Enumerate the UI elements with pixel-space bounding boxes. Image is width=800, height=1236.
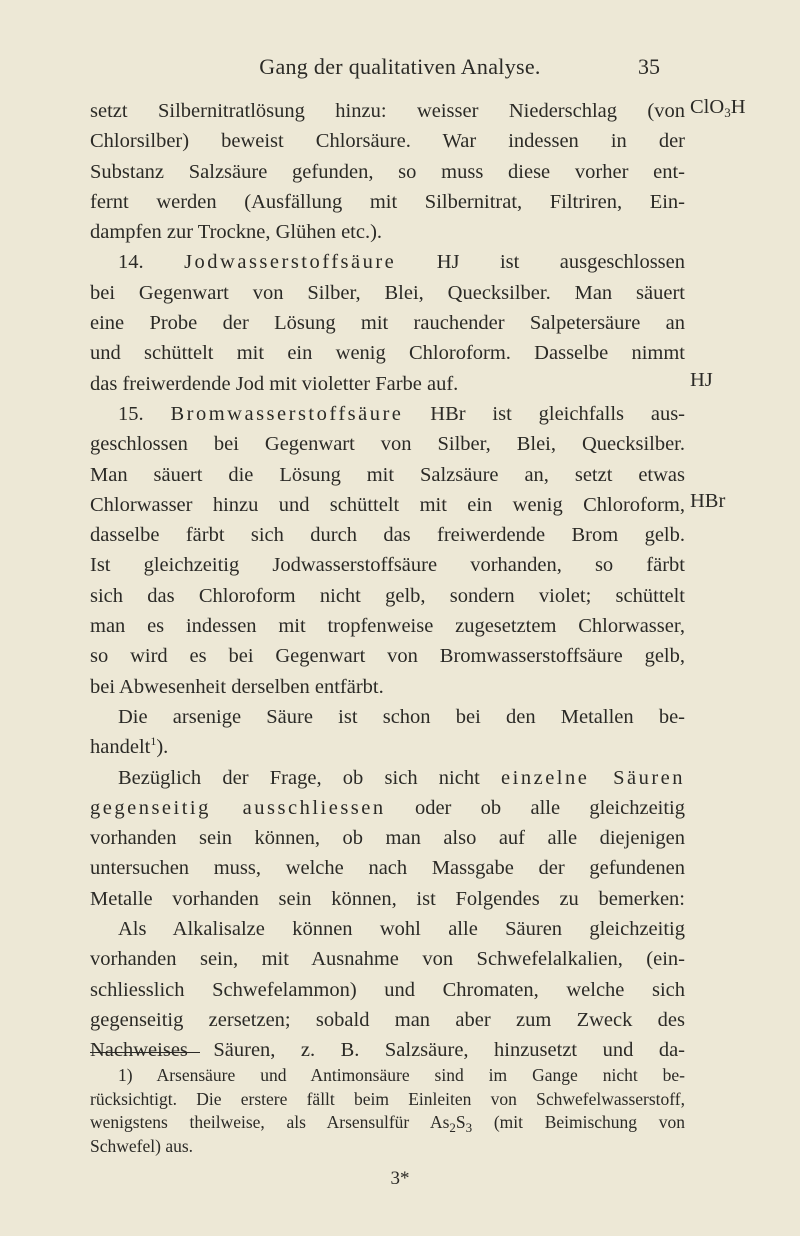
text-line: Substanz Salzsäure gefunden, so muss diese vorher ent- bbox=[90, 160, 685, 183]
footnote-marker: 1 bbox=[150, 734, 157, 749]
footnote-line: wenigstens theilweise, als Arsensulfür $As_2S_3$ (mit Beimischung von bbox=[90, 1112, 685, 1135]
text-line: Bezüglich der Frage, ob sich nicht einzelne Säuren bbox=[118, 766, 685, 789]
margin-note-clo3h: ClO$_3$H bbox=[690, 96, 746, 120]
text-line: Die arsenige Säure ist schon bei den Metallen be- bbox=[118, 705, 685, 728]
text-line: das freiwerdende Jod mit violetter Farbe auf. bbox=[90, 372, 459, 395]
text-line: man es indessen mit tropfenweise zugesetztem Chlorwasser, bbox=[90, 615, 685, 638]
text-line: handelt$^1$). bbox=[90, 734, 169, 759]
term-bromwasserstoffsaeure: Bromwasserstoffsäure bbox=[170, 402, 404, 425]
text-line: gegenseitig zersetzen; sobald man aber zum Zweck des bbox=[90, 1008, 685, 1031]
text-line: so wird es bei Gegenwart von Bromwasserstoffsäure gelb, bbox=[90, 645, 685, 668]
text-line: Chlorwasser hinzu und schüttelt mit ein wenig Chloroform, bbox=[90, 493, 685, 516]
text-line: fernt werden (Ausfällung mit Silbernitrat, Filtriren, Ein- bbox=[90, 190, 685, 213]
text-line: Metalle vorhanden sein können, ist Folgendes zu bemerken: bbox=[90, 887, 685, 910]
body-text bbox=[90, 96, 685, 1066]
margin-note-hbr: HBr bbox=[690, 489, 726, 512]
text-line: bei Abwesenheit derselben entfärbt. bbox=[90, 675, 384, 698]
running-title: Gang der qualitativen Analyse. bbox=[259, 54, 541, 79]
text-line: Als Alkalisalze können wohl alle Säuren gleichzeitig bbox=[118, 918, 685, 941]
text-line: schliesslich Schwefelammon) und Chromaten, welche sich bbox=[90, 978, 685, 1001]
text-line: vorhanden sein können, ob man also auf alle diejenigen bbox=[90, 827, 685, 850]
text-line: setzt Silbernitratlösung hinzu: weisser Niederschlag (von bbox=[90, 100, 685, 122]
text-line: Chlorsilber) beweist Chlorsäure. War indessen in der bbox=[90, 130, 685, 153]
footnote bbox=[90, 1064, 685, 1158]
text-line: gegenseitig ausschliessen oder ob alle gleichzeitig bbox=[90, 796, 686, 819]
text-line: geschlossen bei Gegenwart von Silber, Blei, Quecksilber. bbox=[90, 433, 685, 456]
text-line: Nachweises Säuren, z. B. Salzsäure, hinzusetzt und da- bbox=[90, 1039, 685, 1062]
text-line: dampfen zur Trockne, Glühen etc.). bbox=[90, 221, 383, 244]
footnote-line: 1) Arsensäure und Antimonsäure sind im Gange nicht be- bbox=[118, 1065, 685, 1085]
text-line: dasselbe färbt sich durch das freiwerdende Brom gelb. bbox=[90, 524, 685, 547]
text-line: Man säuert die Lösung mit Salzsäure an, setzt etwas bbox=[90, 463, 685, 486]
margin-note-hj: HJ bbox=[690, 368, 713, 391]
footnote-line: Schwefel) aus. bbox=[90, 1135, 194, 1156]
term-jodwasserstoffsaeure: Jodwasserstoffsäure bbox=[184, 251, 397, 274]
footnote-rule bbox=[90, 1052, 200, 1053]
text-line: bei Gegenwart von Silber, Blei, Quecksilber. Man säuert bbox=[90, 281, 685, 304]
text-line: Ist gleichzeitig Jodwasserstoffsäure vorhanden, so färbt bbox=[90, 554, 685, 577]
text-line: eine Probe der Lösung mit rauchender Salpetersäure an bbox=[90, 312, 685, 335]
section-14-heading: 14. Jodwasserstoffsäure HJ ist ausgeschlossen bbox=[118, 251, 686, 274]
text-line: und schüttelt mit ein wenig Chloroform. Dasselbe nimmt bbox=[90, 342, 685, 365]
page-number: 35 bbox=[638, 54, 660, 79]
text-line: vorhanden sein, mit Ausnahme von Schwefelalkalien, (ein- bbox=[90, 948, 685, 971]
section-15-heading: 15. Bromwasserstoffsäure HBr ist gleichfalls aus- bbox=[118, 402, 685, 425]
text-line: untersuchen muss, welche nach Massgabe der gefundenen bbox=[90, 857, 685, 880]
page-header bbox=[0, 54, 800, 84]
text-line: sich das Chloroform nicht gelb, sondern violet; schüttelt bbox=[90, 584, 685, 607]
signature-mark: 3* bbox=[390, 1168, 410, 1189]
footnote-line: rücksichtigt. Die erstere fällt beim Einleiten von Schwefelwasserstoff, bbox=[90, 1088, 685, 1109]
